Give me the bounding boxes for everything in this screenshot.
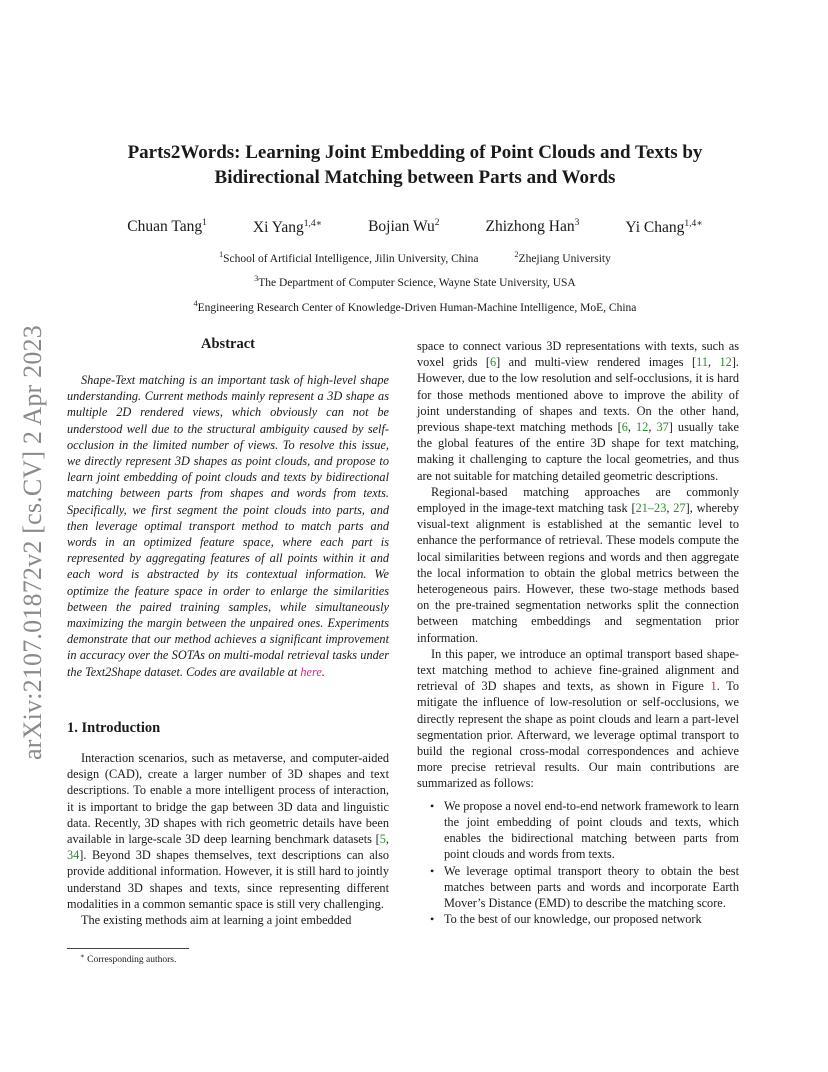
- affiliations: [80, 245, 750, 318]
- paragraph: Interaction scenarios, such as metaverse, and computer-aided design (CAD), create a larger number of 3D shapes and text descriptions. To enable a more intelligent process of interaction, it is important to bridge the gap between 3D data and linguistic data. Recently, 3D shapes with rich geometric details have been available in large-scale 3D deep learning benchmark datasets [5, 34]. Beyond 3D shapes themselves, text descriptions can also provide additional information. However, it is still hard to jointly understand 3D shapes and texts, since representing different modalities in a common semantic space is still very challenging.: [67, 751, 389, 911]
- citation-link[interactable]: 12: [636, 420, 649, 435]
- affiliation-1: $^1$School of Artificial Intelligence, Jilin University, China: [219, 250, 479, 265]
- bullet-icon: •: [430, 912, 435, 927]
- citation-link[interactable]: 6: [621, 420, 628, 435]
- title-line-1: Parts2Words: Learning Joint Embedding of Point Clouds and Texts by: [127, 142, 703, 163]
- arxiv-margin-stamp: arXiv:2107.01872v2 [cs.CV] 2 Apr 2023: [18, 325, 47, 760]
- affiliation-2: $^2$Zhejiang University: [514, 250, 611, 265]
- affiliation-3: $^3$The Department of Computer Science, Wayne State University, USA: [254, 274, 576, 290]
- footnote-divider: [67, 948, 189, 949]
- list-item: • We leverage optimal transport theory to obtain the best matches between parts and words and incorporate Earth Mover’s Distance (EMD) to describe the matching score.: [430, 863, 739, 910]
- citation-link[interactable]: 37: [656, 420, 669, 435]
- paragraph: space to connect various 3D representations with texts, such as voxel grids [6] and multi-view rendered images [11, 12]. However, due to the low resolution and self-occlusions, it is hard for those methods mentioned above to improve the ability of joint understanding of shapes and texts. On the other hand, previous shape-text matching methods [6, 12, 37] usually take the global features of the entire 3D shape for text matching, making it challenging to capture the local geometries, and thus are not suitable for matching detailed geometric descriptions.: [417, 339, 740, 483]
- author: Bojian Wu$^2$: [368, 218, 440, 236]
- paragraph: The existing methods aim at learning a joint embedded: [81, 913, 352, 928]
- bullet-icon: •: [430, 863, 435, 878]
- right-column-text: [417, 338, 739, 927]
- author-list: [80, 218, 750, 237]
- abstract-heading: Abstract: [201, 336, 255, 352]
- paragraph: Regional-based matching approaches are commonly employed in the image-text matching task [21–23, 27], whereby visual-text alignment is established at the semantic level to enhance the performance of retrieval. These models compute the local similarities between regions and words and then aggregate the local information to obtain the global metrics between the heterogeneous pairs. However, these two-stage methods based on the pre-trained segmentation networks split the connection between matching embeddings and segmentation prior information.: [417, 484, 739, 645]
- citation-link[interactable]: 21–23: [635, 501, 667, 516]
- citation-link[interactable]: 34: [67, 848, 80, 863]
- citation-link[interactable]: 27: [673, 501, 686, 516]
- citation-link[interactable]: 11: [696, 355, 708, 370]
- paper-title: [80, 140, 750, 190]
- abstract-text: Shape-Text matching is an important task of high-level shape understanding. Current methods mainly represent a 3D shape as multiple 2D rendered views, which obviously can not be understood well due to the structural ambiguity caused by self-occlusion in the limited number of views. To resolve this issue, we directly represent 3D shapes as point clouds, and propose to learn joint embedding of point clouds and texts by bidirectional matching between parts from shapes and words from texts. Specifically, we first segment the point clouds into parts, and then leverage optimal transport method to match parts and words in an optimized feature space, where each part is represented by aggregating features of all points within it and each word is abstracted by its contextual information. We optimize the feature space in order to enlarge the similarities between the paired training samples, while simultaneously maximizing the margin between the unpaired ones. Experiments demonstrate that our method achieves a significant improvement in accuracy over the SOTAs on multi-modal retrieval tasks under the Text2Shape dataset. Codes are available at here.: [67, 373, 389, 679]
- list-item: • We propose a novel end-to-end network framework to learn the joint embedding of point clouds and texts, which enables the bidirectional matching between parts from point clouds and words from texts.: [430, 798, 739, 862]
- figure-reference-link[interactable]: 1: [710, 679, 717, 694]
- title-line-2: Bidirectional Matching between Parts and Words: [214, 167, 616, 188]
- author: Zhizhong Han$^3$: [485, 218, 580, 236]
- section-heading-introduction: 1. Introduction: [67, 720, 161, 736]
- footnote: ∗ Corresponding authors.: [80, 952, 177, 966]
- list-item: • To the best of our knowledge, our proposed network: [430, 912, 702, 927]
- citation-link[interactable]: 6: [489, 355, 497, 370]
- paragraph: In this paper, we introduce an optimal transport based shape-text matching method to achieve fine-grained alignment and retrieval of 3D shapes and texts, as shown in Figure 1. To mitigate the influence of low-resolution or self-occlusions, we directly represent the shape as point clouds and learn a part-level segmentation prior. Afterward, we leverage optimal transport to build the regional cross-modal correspondences and achieve more precise retrieval results. Our main contributions are summarized as follows:: [417, 646, 740, 791]
- code-link[interactable]: here: [300, 664, 322, 679]
- affiliation-4: $^4$Engineering Research Center of Knowledge-Driven Human-Machine Intelligence, MoE, China: [193, 298, 637, 314]
- citation-link[interactable]: 5: [379, 832, 386, 847]
- contribution-list: [417, 798, 739, 928]
- author: Yi Chang$^{1,4∗}$: [625, 219, 703, 237]
- bullet-icon: •: [430, 798, 435, 813]
- citation-link[interactable]: 12: [719, 355, 732, 370]
- author: Chuan Tang$^1$: [127, 218, 207, 236]
- author: Xi Yang$^{1,4∗}$: [252, 219, 323, 237]
- introduction-text: [67, 750, 389, 928]
